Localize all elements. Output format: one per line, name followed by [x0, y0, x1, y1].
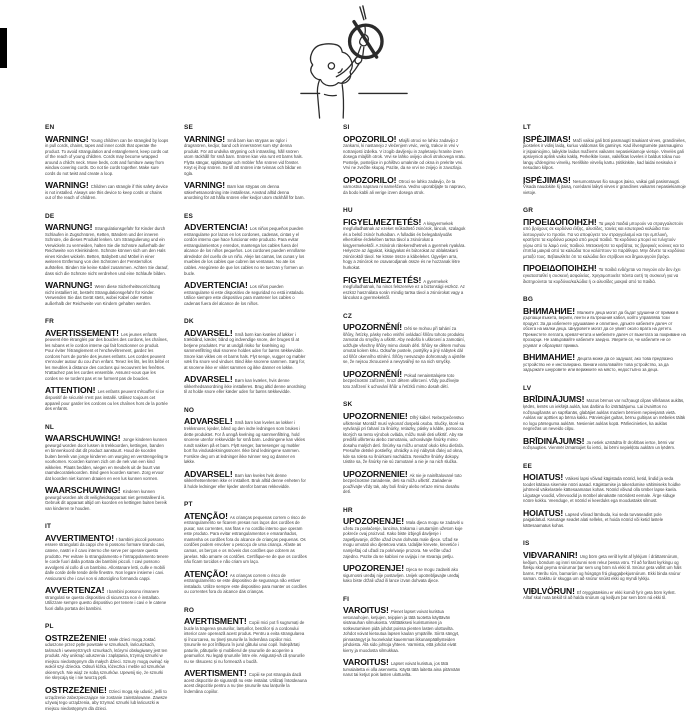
- warning-heading: ADVARSEL!: [184, 468, 233, 479]
- language-code: ES: [184, 212, 194, 220]
- warning-text: Jonge kinderen kunnen gewurgd worden door lussen in trekkoorden, kettingen, banden en binnenkoord dat dit product aanstuurt. Houd de koorden buiten bereik van jonge kinderen om wurging en verstrengeling te voorkomen. Koorden kunnen zich om de nek van een kind wikkelen. Plaats bedden, wiegen en meubels uit de buurt van raamdecoratiekoorden. Bind geen koorden samen. Zorg ervoor dat koorden niet kunnen draaien en een lus kunnen vormen.: [45, 437, 169, 481]
- warning-heading: ΠΡΟΕΙΔΟΠΟΙΗΣΗ!: [523, 263, 597, 274]
- warning-text: Pienet lapset voivat kuristua vetonauhojen, ketjujen, teippien ja tätä tuotetta käyttävän sisänauhan silmukoista. Välttääksesi kuristumisen ja sotkeutumisen pidä johdot poissa pienten lasten ulottuvilta. Johdot voivat kietoutua lapsen kaulan ympärille. Siirrä sängyt, pinnasängyt ja huonekalut kauemmas ikkunanpäällysteiden johdoista. Älä sido johtoja yhteen. Varmista, että johdot eivät kierry ja muodosta silmukkaa.: [343, 609, 460, 653]
- language-section: [45, 124, 169, 201]
- warning-text: Mazus bērnus var nožņaugt cilpas vilkšanas auklās, ķēdēs, lentēs un iekšējā auklā, kas darbina šo izstrādājumu. Lai izvairītos no nožņaugšanās un sapīšanās, glabājiet auklas maziem bērniem nepieejamā vietā. Auklas var aptīties ap bērna kaklu. Pārvietojiet gultas, bērnu gultiņas un mēbeles tālāk no logu pārseguma auklām. Nesieniet auklas kopā. Pārliecinieties, ka auklas negriežas un neveido cilpu.: [523, 398, 686, 432]
- language-code: IS: [523, 540, 530, 548]
- warning-text: Ef öryggistækinu er ekki komið fyrir geta börn kyrkst. Alltaf skal nota tækið til að halda snúrum og keðjum þar sem börn ná ekki til.: [523, 589, 676, 601]
- warning-heading: OSTRZEŻENIE!: [45, 632, 107, 643]
- language-code: DK: [184, 318, 194, 326]
- warning-text: A gyermekek megfulladhatnak, ha nincs felszerelve ez a biztonsági eszköz. Az eszköz használata során mindig tartsa távol a zsinórokat vagy a láncokat a gyermekektől.: [343, 278, 465, 301]
- warning-paragraph: [343, 370, 466, 390]
- warning-heading: UPOZORNĚNÍ!: [343, 322, 403, 333]
- language-section: [343, 124, 466, 195]
- warning-text: Les jeunes enfants peuvent être étranglés par des boucles des cordons, les chaînes, les rubans et le cordon interne qui fait fonctionner ce produit. Pour éviter l'étranglement et l'enchevêtrement, gardez les cordons hors de portée des jeunes enfants. Les cordes peuvent s'enrouler autour du cou d'un enfant. Tenez les lits, les lits bébé et les meubles à distance des cordons qui recouvrent les fenêtres. N'attachez pas les cordes ensemble. Assurez-vous que les cordes ne se tordent pas et ne forment pas de boucles.: [45, 331, 169, 381]
- warning-paragraph: [45, 586, 169, 611]
- warning-text: As crianças pequenas correm o risco de estrangulamento se ficarem presas nos laços dos cordões de puxar, nas correntes, nas fitas e no cordão interno que operam este produto. Para evitar estrangulamentos e emaranhados, mantenha os cordões fora do alcance de crianças pequenas. Os cordões podem envolver o pescoço de uma criança. Afaste as camas, os berços e os móveis dos cordões que cobrem as janelas. Não amarre os cordões. Certifique-se de que os cordões não ficam torcidos e não criam um laço.: [184, 514, 307, 565]
- warning-text: Децата може да се задушат, ако това предпазно устройство не е инсталирано. Винаги използвайте това устройство, за да задържате шнуровете или верижките на място, недостъпно за деца.: [523, 356, 673, 373]
- warning-paragraph: [184, 617, 307, 664]
- language-code: BG: [523, 296, 534, 304]
- language-section: [184, 407, 307, 489]
- warning-text: Lapset voivat kuristua, jos tätä turvalaitetta ei olla asennettu. Käytä tätä laitetta aina pitämään narut tai ketjut pois lasten ulottuvilta.: [343, 661, 461, 678]
- column-2: [184, 124, 307, 707]
- warning-text: Children can strangle if this safety device is not installed. Always use this device to keep cords or chains out of the reach of children.: [45, 184, 169, 201]
- warning-text: Copiii se pot strangula dacă acest dispozitiv de siguranță nu este instalat. Utilizați întotdeauna acest dispozitiv pentru a nu ține șnururile sau lanțurile la îndemâna copiilor.: [184, 672, 307, 694]
- cord-lines: [360, 6, 366, 20]
- warning-heading: UPOZORENJE!: [343, 516, 404, 527]
- language-section: [343, 401, 466, 494]
- warning-heading: WAARSCHUWING!: [45, 485, 121, 496]
- warning-paragraph: [523, 587, 686, 601]
- warning-heading: BRĪDINĀJUMS!: [523, 435, 585, 446]
- warning-heading: ADVARSEL!: [184, 327, 233, 338]
- warning-text: Děti se mohou při tahání za šňůry, řetízky, pásky nebo vnitřní ovládací šňůru tohoto produktu zamotat do smyčky a uškrtit. Aby nedošlo k uškrcení a zamotání, udržujte všechny šňůry mimo dosah dětí. Šňůry se dětem mohou omotat kolem krku. Odsuňte postele, postýlky a jiný nábytek dál od šňůr okenního stínění. Šňůry nesvazujte dohromady a ujistěte se, že nejsou zkroucené a nevytvářejí se na nich smyčky.: [343, 326, 466, 365]
- warning-heading: VIÐVARANIR!: [523, 549, 578, 560]
- warning-heading: VAROITUS!: [343, 605, 389, 616]
- warning-text: Lapsed võivad lämbuda, kui seda turvaseadist pole paigaldatud. Kasutage seadet alati selleks, et hoida nöörid või ketid lastele kättesaamatus kohas.: [523, 511, 664, 528]
- warning-heading: WAARSCHUWING!: [45, 433, 121, 444]
- warning-paragraph: [523, 135, 686, 171]
- warning-paragraph: [343, 412, 466, 465]
- warning-text: Dzieci mogą się udusić, jeśli to urządzenie zabezpieczające nie zostanie zainstalowane. Zawsze używaj tego urządzenia, aby trzymać sznurki lub łańcuszki w miejscu niedostępnym dla dzieci.: [45, 688, 168, 711]
- warning-text: Ak nie je nainštalované toto bezpečnostné zariadenie, deti sa môžu uškrtiť. Zariadenie používajte vždy tak, aby boli šnúry alebo reťaze mimo dosahu detí.: [343, 472, 462, 495]
- warning-paragraph: [523, 473, 686, 504]
- language-code: FI: [343, 595, 350, 603]
- language-code: IT: [45, 523, 52, 531]
- warning-text: Nesumontavus šio saugos įtaiso, vaikai gali pasismaugti. Visada naudokite šį įtaisą, norėdami laikyti virves ir grandines vaikams nepasiekiamoje vietoje.: [523, 178, 686, 195]
- warning-paragraph: [184, 281, 307, 306]
- language-code: EE: [523, 462, 533, 470]
- language-section: [343, 313, 466, 390]
- warning-text: Dlhý kábel. Nebezpečenstvo uškrtenia! Montáž musí vykonať dospelá osoba. Slučky, ktoré sa vytvárajú pri ťahaní za šnúrky, retiazky, pásky a káble, pomocou ktorých sa tento výrobok ovláda, môžu malé deti uškrtiť. Aby ste predišli uškrteniu alebo zamotaniu, uchovávajte šnúrky mimo dosahu malých detí. Šnúrky sa môžu omotať okolo krku dieťaťa. Presuňte detské postieľky, ohrádky a iný nábytok ďalej od okna, kde sa roleta so šnúrkami nachádza. Neviažte šnúrky dokopy. Uistite sa, že šnúrky nie sú zamotané a nie je na nich slučka.: [343, 414, 465, 465]
- child-figure: [310, 44, 361, 118]
- language-section: [523, 296, 686, 373]
- warning-heading: ADVERTENCIA!: [184, 222, 248, 233]
- warning-text: Ja netiek uzstādīta šī drošības ierīce, bērni var nožņaugties. Vienmēr izmantojiet šo ierīci, lai bērni nepiekļūtu auklām un ķēdēm.: [523, 439, 676, 451]
- warning-heading: HOIATUS!: [523, 507, 564, 518]
- warning-heading: VIÐLVÖRUN!: [523, 585, 575, 596]
- language-section: [523, 463, 686, 529]
- language-code: PL: [45, 623, 54, 631]
- warning-heading: ĮSPĖJIMAS!: [523, 133, 571, 144]
- warning-paragraph: [343, 658, 466, 678]
- warning-text: Малките деца могат да бъдат удушени от примки в дърпащи въжета, вериги, ленти и вътрешния кабел, който управлява този продукт. За да избегнете удушаване и оплитане, дръжте кабелите далеч от обсега на малки деца. Шнуровете могат да се увият около врата на детето. Преместете леглата, креватчетата и мебелите далеч от въжетата за покриване на прозорци. Не завързвайте кабелите заедно. Уверете се, че кабелите не се усукват и образуват примка.: [523, 309, 686, 348]
- warning-text: I bambini possono rimanere strangolati se questo dispositivo di sicurezza non è installato. Utilizzare sempre questo dispositivo per tenere i cavi e le catene fuori dalla portata dei bambini.: [45, 589, 167, 611]
- language-code: LT: [523, 124, 531, 131]
- language-section: [45, 213, 169, 306]
- warning-heading: ATENÇÃO!: [184, 510, 228, 521]
- warning-heading: OSTRZEŻENIE!: [45, 684, 107, 695]
- column-3: [343, 124, 466, 690]
- warning-heading: WARNUNG!: [45, 280, 93, 291]
- language-section: [45, 424, 169, 512]
- warning-text: Les enfants peuvent s'étouffer si ce dispositif de sécurité n'est pas installé. Utilisez toujours cet appareil pour garder les cordons ou les chaînes hors de la portée des enfants.: [45, 389, 168, 412]
- language-code: PT: [184, 501, 193, 509]
- warning-text: Los niños pequeños pueden estrangularse por lazos en los cordones, cadenas, cintas y el cordón interno que hace funcionar este producto. Para evitar estrangulamientos y enredos, mantenga los cables fuera del alcance de los niños pequeños. Los cordones pueden enrollarse alrededor del cuello de un niño. Aleje las camas, las cunas y los muebles de los cables que cubren las ventanas. No ate los cables. Asegúrese de que los cables no se tuerzan y formen un bucle.: [184, 226, 306, 276]
- warning-text: Djeca se mogu zadaviti ako sigurnosni uređaj nije postavljen. Uvijek upotrebljavajte uređaj kako biste držali užad ili lance izvan dohvata djece.: [343, 567, 460, 584]
- language-section: [184, 607, 307, 695]
- warning-text: I bambini piccoli possono essere strangolati da cappi che si possono formare tirando cavi, catene, nastri e il cavo interno che serve per operare questo prodotto. Per evitare lo strangolamento e l'intrappolamento tenere le corde fuori dalla portata dei bambini piccoli. I cavi possono avvolgersi al collo di un bambino. Allontanare letti, culle e mobili dalle corde delle tende delle finestre. Non legare insieme i cavi. Assicurarsi che i cavi non si attorciglino formando cappi.: [45, 536, 169, 581]
- warning-paragraph: [184, 223, 307, 276]
- warning-heading: AVVERTIMENTO!: [45, 532, 115, 543]
- language-section: [343, 507, 466, 584]
- warning-heading: WARNING!: [45, 180, 89, 191]
- warning-paragraph: [45, 386, 169, 411]
- warning-heading: AVVERTENZA!: [45, 585, 105, 596]
- warning-paragraph: [45, 181, 169, 201]
- warning-paragraph: [45, 281, 169, 306]
- warning-paragraph: [45, 135, 169, 177]
- warning-text: Mala djeca mogu se zadaviti u užetu za povlačenje, lancima, trakama i unutarnjim užetom koje pokreće ovaj proizvod. Kako biste izbjegli davljenje i zapetljavanje, držite užad izvan dohvata male djece. Užad se mogu omotati oko djetetova vrata. Udaljite krevete, krevetiće i namještaj od užadi za pokrivanje prozora. Ne vežite užad zajedno. Pazite da se kablovi ne uvijaju i ne stvaraju petlju.: [343, 520, 464, 559]
- warning-paragraph: [184, 375, 307, 395]
- warning-paragraph: [45, 634, 169, 681]
- warning-heading: AVERTISMENT!: [184, 616, 247, 627]
- language-code: NO: [184, 406, 195, 414]
- language-code: SI: [343, 124, 350, 131]
- warning-heading: OPOZORILO!: [343, 133, 397, 144]
- warning-heading: WARNING!: [45, 133, 89, 144]
- edge-mark: [0, 28, 7, 68]
- warning-paragraph: [343, 276, 466, 301]
- warning-paragraph: [343, 218, 466, 271]
- warning-text: Mlajši otroci se lahko zadavijo z zankami, ki nastanejo z vlečenjem vrvic, verig, trakov in vrvi v notranjosti izdelka. V izogib davljenju in zapletanju hranite izven dosega mlajših otrok. Vrvi se lahko ovijejo okoli otrokovega vratu. Postelje, posteljice in pohištvo umaknite od okna in prekrite vrvi. Vrvi ne zvežite skupaj. Pazite, da se vrvi ne zvijejo in zavozlajo.: [343, 137, 466, 171]
- warning-paragraph: [523, 264, 686, 284]
- language-section: [184, 501, 307, 594]
- language-section: [523, 540, 686, 600]
- warning-text: Små barn kan kveles av løkker i trekksnorer, kjeder, bånd og den indre ledningen som brukes i dette produktet. For å unngå kvelning og sammenfiltring, hold snorene utenfor rekkevidde for små barn. Ledningene kan vikles rundt nakken på et barn. Flytt senger, barnesenger og møbler bort fra vindusdekningssnorer. Ikke bind ledningene sammen. Forsikre deg om at ledninger ikke tvinner seg og danner en løkke.: [184, 420, 305, 465]
- warning-paragraph: [184, 329, 307, 371]
- warning-text: A kisgyermekek megfulladhatnak az ezeket működtető zsinórok, láncok, szalagok és a belső zsinór hurkaiban. A fulladás és belegabalyodás elkerülése érdekében tartsa távol a zsinórokat a kisgyermekektől. A zsinórok rátekeredhetnek a gyermek nyakára. Helyezze az ágyakat, kiságyakat és bútorokat az ablaktakaró zsinóroktól távol. Ne kösse össze a kábeleket. Ügyeljen arra, hogy a zsinórok ne csavarodjanak össze és ne hozzanak létre hurkokat.: [343, 220, 466, 270]
- language-code: CZ: [343, 312, 353, 320]
- language-section: [45, 623, 169, 711]
- warning-text: Otroci se lahko zadavijo, če ta varnostna naprava ni nameščena. Vedno uporabljajte to napravo, da bodo kabli ali verige izven dosega otrok.: [343, 178, 466, 195]
- warning-heading: WARNUNG!: [45, 222, 93, 233]
- warning-heading: UPOZORNENIE!: [343, 468, 408, 479]
- warning-paragraph: [523, 437, 686, 451]
- language-section: [523, 385, 686, 451]
- warning-text: Børn kan kvæles, hvis denne sikkerhedsanordning ikke installeres. Brug altid denne anordning til at holde snore eller kæder uden for børns rækkevidde.: [184, 378, 306, 395]
- warning-paragraph: [523, 395, 686, 431]
- language-code: SE: [184, 124, 194, 131]
- warning-heading: FIGYELMEZTETÉS!: [343, 216, 422, 227]
- language-code: GR: [523, 207, 534, 215]
- language-section: [343, 207, 466, 300]
- warning-heading: ADVARSEL!: [184, 416, 233, 427]
- warning-paragraph: [523, 551, 686, 582]
- warning-heading: VARNING!: [184, 180, 226, 191]
- warning-paragraph: [184, 417, 307, 464]
- language-code: RO: [184, 606, 195, 614]
- language-code: FR: [45, 318, 55, 326]
- warning-text: Små barn kan strypas av öglor i dragsnören, kedjor, band och innersnöret som styr denna produkt. För att undvika strypning och intrassling, håll snören utom räckhåll för små barn. Snören kan vira runt ett barns hals. Flytta sängar, spjälsängar och möbler från snören vid fönster. Knyt ej ihop snören. Se till att snören inte tvinnas och bildar en ögla.: [184, 137, 303, 176]
- warning-paragraph: [45, 434, 169, 481]
- language-code: EN: [45, 124, 55, 131]
- language-code: HU: [343, 207, 353, 215]
- warning-heading: ΠΡΟΕΙΔΟΠΟΙΗΣΗ!: [523, 216, 597, 227]
- warning-paragraph: [184, 512, 307, 565]
- column-1: [45, 124, 169, 723]
- language-code: HR: [343, 506, 353, 514]
- warning-paragraph: [343, 564, 466, 584]
- warning-paragraph: [184, 470, 307, 490]
- warning-text: Små børn kan kvæles af løkker i trækbånd, kæder, bånd og indvendige snore, der bruges til at betjene produktet. For at undgå risiko for kvælning og sammenfiltring skal snorene holdes uden for børns rækkevidde. Snore kan vikles om et barns hals. Flyt senge, vugger og møbler væk fra snore ved vinduer. Bind ikke snorene sammen. Sørg for, at snorene ikke er viklet sammen og ikke danner en løkke.: [184, 331, 306, 370]
- warning-text: Τα μικρά παιδιά μπορούν να στραγγαλιστούν από βρόχους σε κορδόνια έλξης, αλυσίδες, ταινίες και εσωτερικά καλώδια που λειτουργούν το προϊόν. Για να αποφύγετε τον στραγγαλισμό και την εμπλοκή, κρατήστε τα κορδόνια μακριά από μικρά παιδιά. Τα κορδόνια μπορεί να τυλιχτούν γύρω από το λαιμό ενός παιδιού. Μετακινήστε τα κρεβάτια, τις βρεφικές κούνιες και τα έπιπλα μακριά από τα καλώδια που καλύπτουν τα παράθυρα. Μην δένετε τα κορδόνια μεταξύ τους. Βεβαιωθείτε ότι τα καλώδια δεν στρίβουν και δημιουργούν βρόχο.: [523, 220, 685, 259]
- warning-text: Maži vaikai gali būti pasmaugti traukiant virves, grandinėles, juosteles ir vidinį laidą, kuriuo valdomas šis gaminys. Kad išvengtumėte pasmaugimo ir įsipainiojimo, laikykite laidus mažiems vaikams nepasiekiamoje vietoje. Virvelės gali apsivynioti aplink vaiko kaklą. Perkelkite lovas, vaikiškas loveles ir baldus toliau nuo langų uždengimo virvelių. Neriškite virvelių kartu. Įsitikinkite, kad laidai nesisuka ir nesudaro kilpos.: [523, 137, 686, 171]
- column-4: [523, 124, 686, 613]
- warning-text: Małe dzieci mogą zostać uduszone przez pętle powstałe w sznurkach, łańcuszkach, taśmach i wewnętrznych sznurkach, którymi obsługiwany jest ten produkt. Aby uniknąć uduszenia i zaplątania, trzymaj sznurki w miejscu niedostępnym dla małych dzieci. Sznury mogą owinąć się wokół szyi dziecka. Odsuń łóżka, łóżeczka i meble od sznurków okiennych. Nie wiąż ze sobą sznurków. Upewnij się, że sznurki nie skręcają się i nie tworzą pętli.: [45, 636, 170, 681]
- language-section: [523, 207, 686, 284]
- warning-heading: BRĪDINĀJUMS!: [523, 394, 585, 405]
- language-section: [184, 318, 307, 395]
- language-section: [184, 213, 307, 306]
- warning-text: Τα παιδιά ενδέχεται να πνιγούν εάν δεν έχει εγκατασταθεί η συσκευή ασφαλείας. Χρησιμοποιείτε πάντα αυτή τη συσκευή για να διατηρούνται τα κορδόνια/καλώδια ή οι αλυσίδες μακριά από τα παιδιά.: [523, 267, 681, 284]
- warning-heading: VARNING!: [184, 133, 226, 144]
- language-code: SK: [343, 401, 353, 409]
- warning-text: Copiii mici pot fi sugrumați de bucle la tragerea șnururilor, lanțurilor, benzilor și a cordonului interior care operează acest produs. Pentru a evita strangularea și încurcarea, nu țineți șnururile la îndemâna copiilor mici. Șnururile se pot înfășura în jurul gâtului unui copil. Îndepărtați paturile, pătuțurile și mobilierul de șnururile de acoperire a geamurilor. Nu legați șnururile între ele. Asigurați-vă că șnururile nu se răsucesc și nu formează o buclă.: [184, 620, 305, 664]
- warning-paragraph: [45, 686, 169, 711]
- hazard-illustration-svg: [298, 4, 410, 120]
- warning-paragraph: [343, 606, 466, 653]
- warning-heading: ADVARSEL!: [184, 374, 233, 385]
- warning-paragraph: [184, 181, 307, 201]
- warning-paragraph: [45, 223, 169, 276]
- language-section: [45, 318, 169, 411]
- prohibition-sign: [350, 22, 382, 58]
- warning-paragraph: [45, 486, 169, 511]
- warning-text: Kinderen kunnen gewurgd worden als dit veiligheidsapparaat niet geïnstalleerd is. Gebruik dit apparaat altijd om koorden en kettingen buiten bereik van kinderen te houden.: [45, 489, 167, 511]
- warning-paragraph: [523, 218, 686, 260]
- warning-heading: HOIATUS!: [523, 472, 564, 483]
- warning-text: Ung börn geta verið kyrkt af lykkjum í dráttarsnúrum, keðjum, böndum og innri snúrunni sem rekur þessa vöru. Til að forðast kyrkingu og flækju skal geyma snúrurnar þar sem ung börn ná ekki til. Snúrur geta vafist um háls barns. Færðu rúm, barnarúm og húsgögn frá gluggaþekjusnúrum. Ekki binda snúrur saman. Gakktu úr skugga um að snúrur snúist ekki og myndi lykkju.: [523, 553, 682, 582]
- language-code: DE: [45, 212, 55, 220]
- warning-paragraph: [45, 329, 169, 382]
- warning-heading: ВНИМАНИЕ!: [523, 305, 576, 316]
- warning-paragraph: [184, 570, 307, 595]
- warning-text: Barn kan kveles hvis denne sikkerhetsenheten ikke er installert. Bruk alltid denne enheten for å holde ledninger eller kjeder utenfor barnas rekkevidde.: [184, 472, 306, 489]
- warning-paragraph: [523, 176, 686, 196]
- warning-text: Barn kan strypas om denna säkerhetsanordning inte installeras. Använd alltid denna anordning för att hålla snören eller kedjor utom räckhåll för barn.: [184, 184, 305, 201]
- language-section: [184, 124, 307, 201]
- language-code: NL: [45, 423, 55, 431]
- warning-heading: FIGYELMEZTETÉS!: [343, 274, 422, 285]
- warning-paragraph: [184, 669, 307, 694]
- warning-heading: AVERTISSEMENT!: [45, 327, 119, 338]
- warning-heading: UPOZORENJE!: [343, 563, 404, 574]
- warning-text: Väikesi lapsi võivad kägistada nöörid, ketid, lindid ja seda toodet käitava sisemise nööri aasad. Kägistamise ja takerdumise vältimiseks hoidke juhtmeid väikelastele kättesaamatus kohas. Nöörid võivad olla ümber lapse kaela. Liigutage voodid, võrevoodid ja mööbel aknakatte nööridest eemale. Ärge siduge nööre kokku. Veenduge, et nöörid ei keerduks ega moodustaks silmust.: [523, 476, 681, 504]
- language-section: [45, 523, 169, 611]
- warning-text: As crianças correm o risco de estrangulamento se este dispositivo de segurança não estiver instalado. Utilize sempre este dispositivo para manter os cordões ou correntes fora do alcance das crianças.: [184, 572, 307, 595]
- warning-heading: VAROITUS!: [343, 657, 389, 668]
- warning-heading: ĮSPĖJIMAS!: [523, 174, 571, 185]
- language-section: [343, 596, 466, 678]
- warning-paragraph: [343, 517, 466, 559]
- warning-text: Strangulationsgefahr für Kinder durch Schlaufen in Zugschnüren, Ketten, Bändern und der inneren Schnüre, die dieses Produkt lenken. Um Strangulierung und ein Verwickeln zu vermeiden, halten Sie die Schnüre außerhalb der Reichweite von Kleinkindern. Schnüre können sich um den Hals eines Kindes wickeln. Betten, Babybett und Möbel in einer weiteren Entfernung von den Schnüren der Fensterrollos aufstellen. Binden Sie keine Kabel zusammen. Achten Sie darauf, dass sich die Schnüre nicht verdrehen und eine Schlaufe bilden.: [45, 226, 169, 276]
- warning-paragraph: [184, 135, 307, 177]
- warning-paragraph: [343, 323, 466, 365]
- warning-paragraph: [343, 176, 466, 196]
- warning-heading: UPOZORNĚNÍ!: [343, 368, 403, 379]
- language-section: [523, 124, 686, 195]
- warning-text: Los niños pueden estrangularse si este dispositivo de seguridad no está instalado. Utilice siempre este dispositivo para mantener los cables o cadenas fuera del alcance de los niños.: [184, 284, 305, 306]
- warning-heading: ATTENTION!: [45, 385, 96, 396]
- warning-paragraph: [523, 307, 686, 349]
- language-code: LV: [523, 384, 532, 392]
- warning-paragraph: [45, 534, 169, 581]
- warning-paragraph: [343, 135, 466, 171]
- warning-paragraph: [523, 509, 686, 529]
- warning-heading: ATENÇÃO!: [184, 568, 228, 579]
- warning-paragraph: [523, 353, 686, 373]
- warning-text: Wenn diese Sicherheitsvorrichtung nicht installiert ist, besteht Strangulationsgefahr für Kinder. Verwenden Sie das Gerät stets, wobei Kabel oder Ketten außerhalb der Reichweite von Kindern gehalten werden.: [45, 284, 161, 306]
- warning-heading: ВНИМАНИЕ!: [523, 352, 576, 363]
- warning-text: Young children can be strangled by loops in pull cords, chains, tapes and inner cords that operate the product. To avoid strangulation and entanglement, keep cords out of the reach of young children. Cords may become wrapped around a child's neck. Move beds, cots and furniture away from window covering cords. Do not tie cords together. Make sure cords do not twist and create a loop.: [45, 137, 169, 176]
- warning-paragraph: [343, 470, 466, 495]
- warning-heading: UPOZORNENIE!: [343, 410, 408, 421]
- warning-text: Pokud nenainstalujete toto bezpečnostní zařízení, hrozí dětem uškrcení. Vždy používejte toto zařízení k uchování šňůr a řetízků mimo dosah dětí.: [343, 372, 459, 389]
- warning-heading: AVERTISMENT!: [184, 668, 247, 679]
- warning-heading: ADVERTENCIA!: [184, 280, 248, 291]
- strangulation-hazard-illustration: [298, 4, 410, 120]
- warning-heading: OPOZORILO!: [343, 174, 397, 185]
